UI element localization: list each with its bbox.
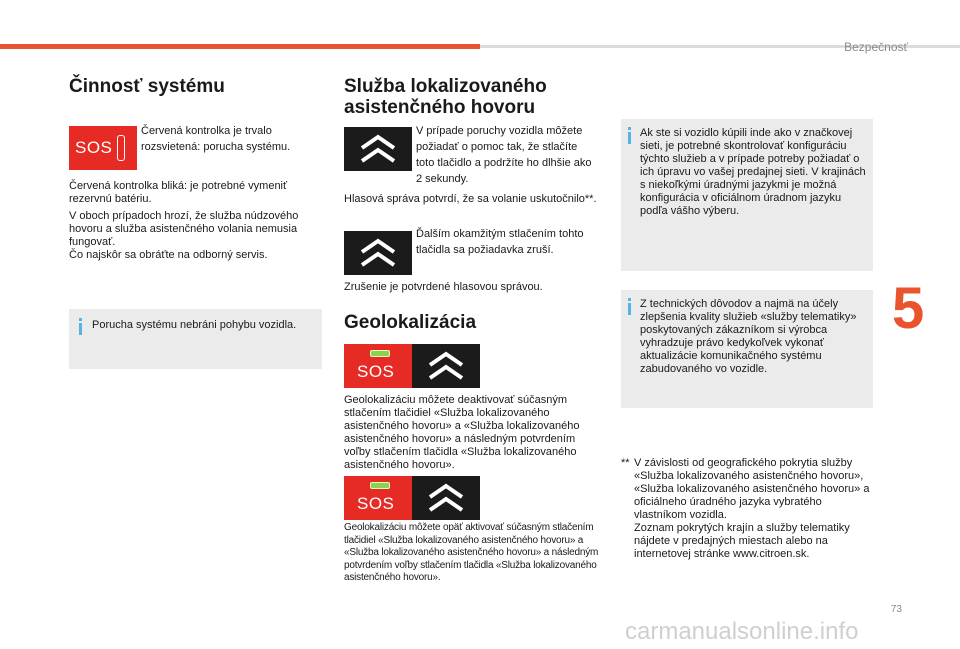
blink-text: Červená kontrolka bliká: je potrebné vymeniť rezervnú batériu. <box>69 180 288 205</box>
system-operation-heading: Činnosť systému <box>69 76 225 97</box>
led-indicator-icon <box>117 135 125 161</box>
updates-info-text: Z technických dôvodov a najmä na účely zlepšenia kvality služieb «služby telematiky» poskytovaných zákazníkom si výrobca vyhradzuje právo kedykoľvek vykonať aktualizácie komunikačného systému zabudovaného vo vozidle. <box>640 298 857 375</box>
double-chevron-icon <box>427 481 465 515</box>
both-cases-text: V oboch prípadoch hrozí, že služba núdzového hovoru a služba asistenčného volania nemusia fungovať. <box>69 210 299 248</box>
voice-confirm-text: Hlasová správa potvrdí, že sa volanie uskutočnilo**. <box>344 193 597 205</box>
page-number: 73 <box>890 604 902 615</box>
configuration-info-text: Ak ste si vozidlo kúpili inde ako v značkovej sieti, je potrebné skontrolovať konfiguráciu týchto služieb a v prípade potreby požiadať o ich úpravu vo vašej predajnej sieti. V krajinách s niekoľkými úradnými jazykmi je možná konfigurácia v oficiálnom úradnom jazyku podľa vášho výberu. <box>640 127 866 217</box>
info-icon <box>628 298 631 315</box>
sos-label: SOS <box>357 362 395 381</box>
sos-button <box>344 344 412 388</box>
green-led-icon <box>370 482 390 489</box>
sos-label: SOS <box>75 138 113 157</box>
double-chevron-icon <box>427 349 465 383</box>
sos-warning-lamp <box>69 126 137 170</box>
double-chevron-icon <box>359 132 397 166</box>
footnote <box>621 457 873 561</box>
footnote-mark: ** <box>621 457 630 469</box>
sos-button <box>344 476 412 520</box>
section-label: Bezpečnosť <box>844 40 908 54</box>
info-icon <box>628 127 631 144</box>
cancel-confirm-text: Zrušenie je potvrdené hlasovou správou. <box>344 281 543 293</box>
info-box-updates <box>621 290 873 408</box>
info-box-configuration <box>621 119 873 271</box>
green-led-icon <box>370 350 390 357</box>
sos-label: SOS <box>357 494 395 513</box>
geo-deactivate-text: Geolokalizáciu môžete deaktivovať súčasným stlačením tlačidiel «Služba lokalizovaného asistenčného hovoru» a «Služba lokalizovaného asistenčného hovoru» a následným potvrdením voľby stlačením tlačidla «Služba lokalizovaného asistenčného hovoru». <box>344 394 580 471</box>
geo-reactivate-text: Geolokalizáciu môžete opäť aktivovať súčasným stlačením tlačidiel «Služba lokalizovaného asistenčného hovoru» a «Služba lokalizovaného asistenčného hovoru» a následným potvrdením voľby stlačením tlačidla «Služba lokalizovaného asistenčného hovoru». <box>344 522 599 583</box>
geolocation-heading: Geolokalizácia <box>344 312 477 333</box>
assistance-button <box>412 476 480 520</box>
sos-assistance-buttons <box>344 476 480 520</box>
contact-service-text: Čo najskôr sa obráťte na odborný servis. <box>69 249 268 261</box>
assistance-button <box>344 231 412 275</box>
assistance-call-heading: Služba lokalizovaného asistenčného hovoru <box>344 76 547 118</box>
footnote-countries-text: Zoznam pokrytých krajín a služby telematiky nájdete v predajných miestach alebo na internetovej stránke www.citroen.sk. <box>634 522 850 560</box>
press-button-text: V prípade poruchy vozidla môžete požiadať o pomoc tak, že stlačíte toto tlačidlo a podržíte ho dlhšie ako 2 sekundy. <box>416 125 592 185</box>
red-lamp-text: Červená kontrolka je trvalo rozsvietená: porucha systému. <box>141 125 291 153</box>
info-box-left <box>69 309 322 369</box>
cancel-text: Ďalším okamžitým stlačením tohto tlačidla sa požiadavka zruší. <box>416 228 584 256</box>
chapter-number: 5 <box>892 276 925 341</box>
sos-assistance-buttons <box>344 344 480 388</box>
double-chevron-icon <box>359 236 397 270</box>
info-icon <box>79 318 82 335</box>
watermark: carmanualsonline.info <box>625 618 859 645</box>
header-accent-bar <box>0 44 480 49</box>
footnote-coverage-text: V závislosti od geografického pokrytia služby «Služba lokalizovaného asistenčného hovoru», «Služba lokalizovaného asistenčného hovoru» a oficiálneho úradného jazyka vybratého vlastníkom vozidla. <box>634 457 870 521</box>
info-text-left: Porucha systému nebráni pohybu vozidla. <box>92 319 297 331</box>
assistance-button <box>412 344 480 388</box>
assistance-button <box>344 127 412 171</box>
